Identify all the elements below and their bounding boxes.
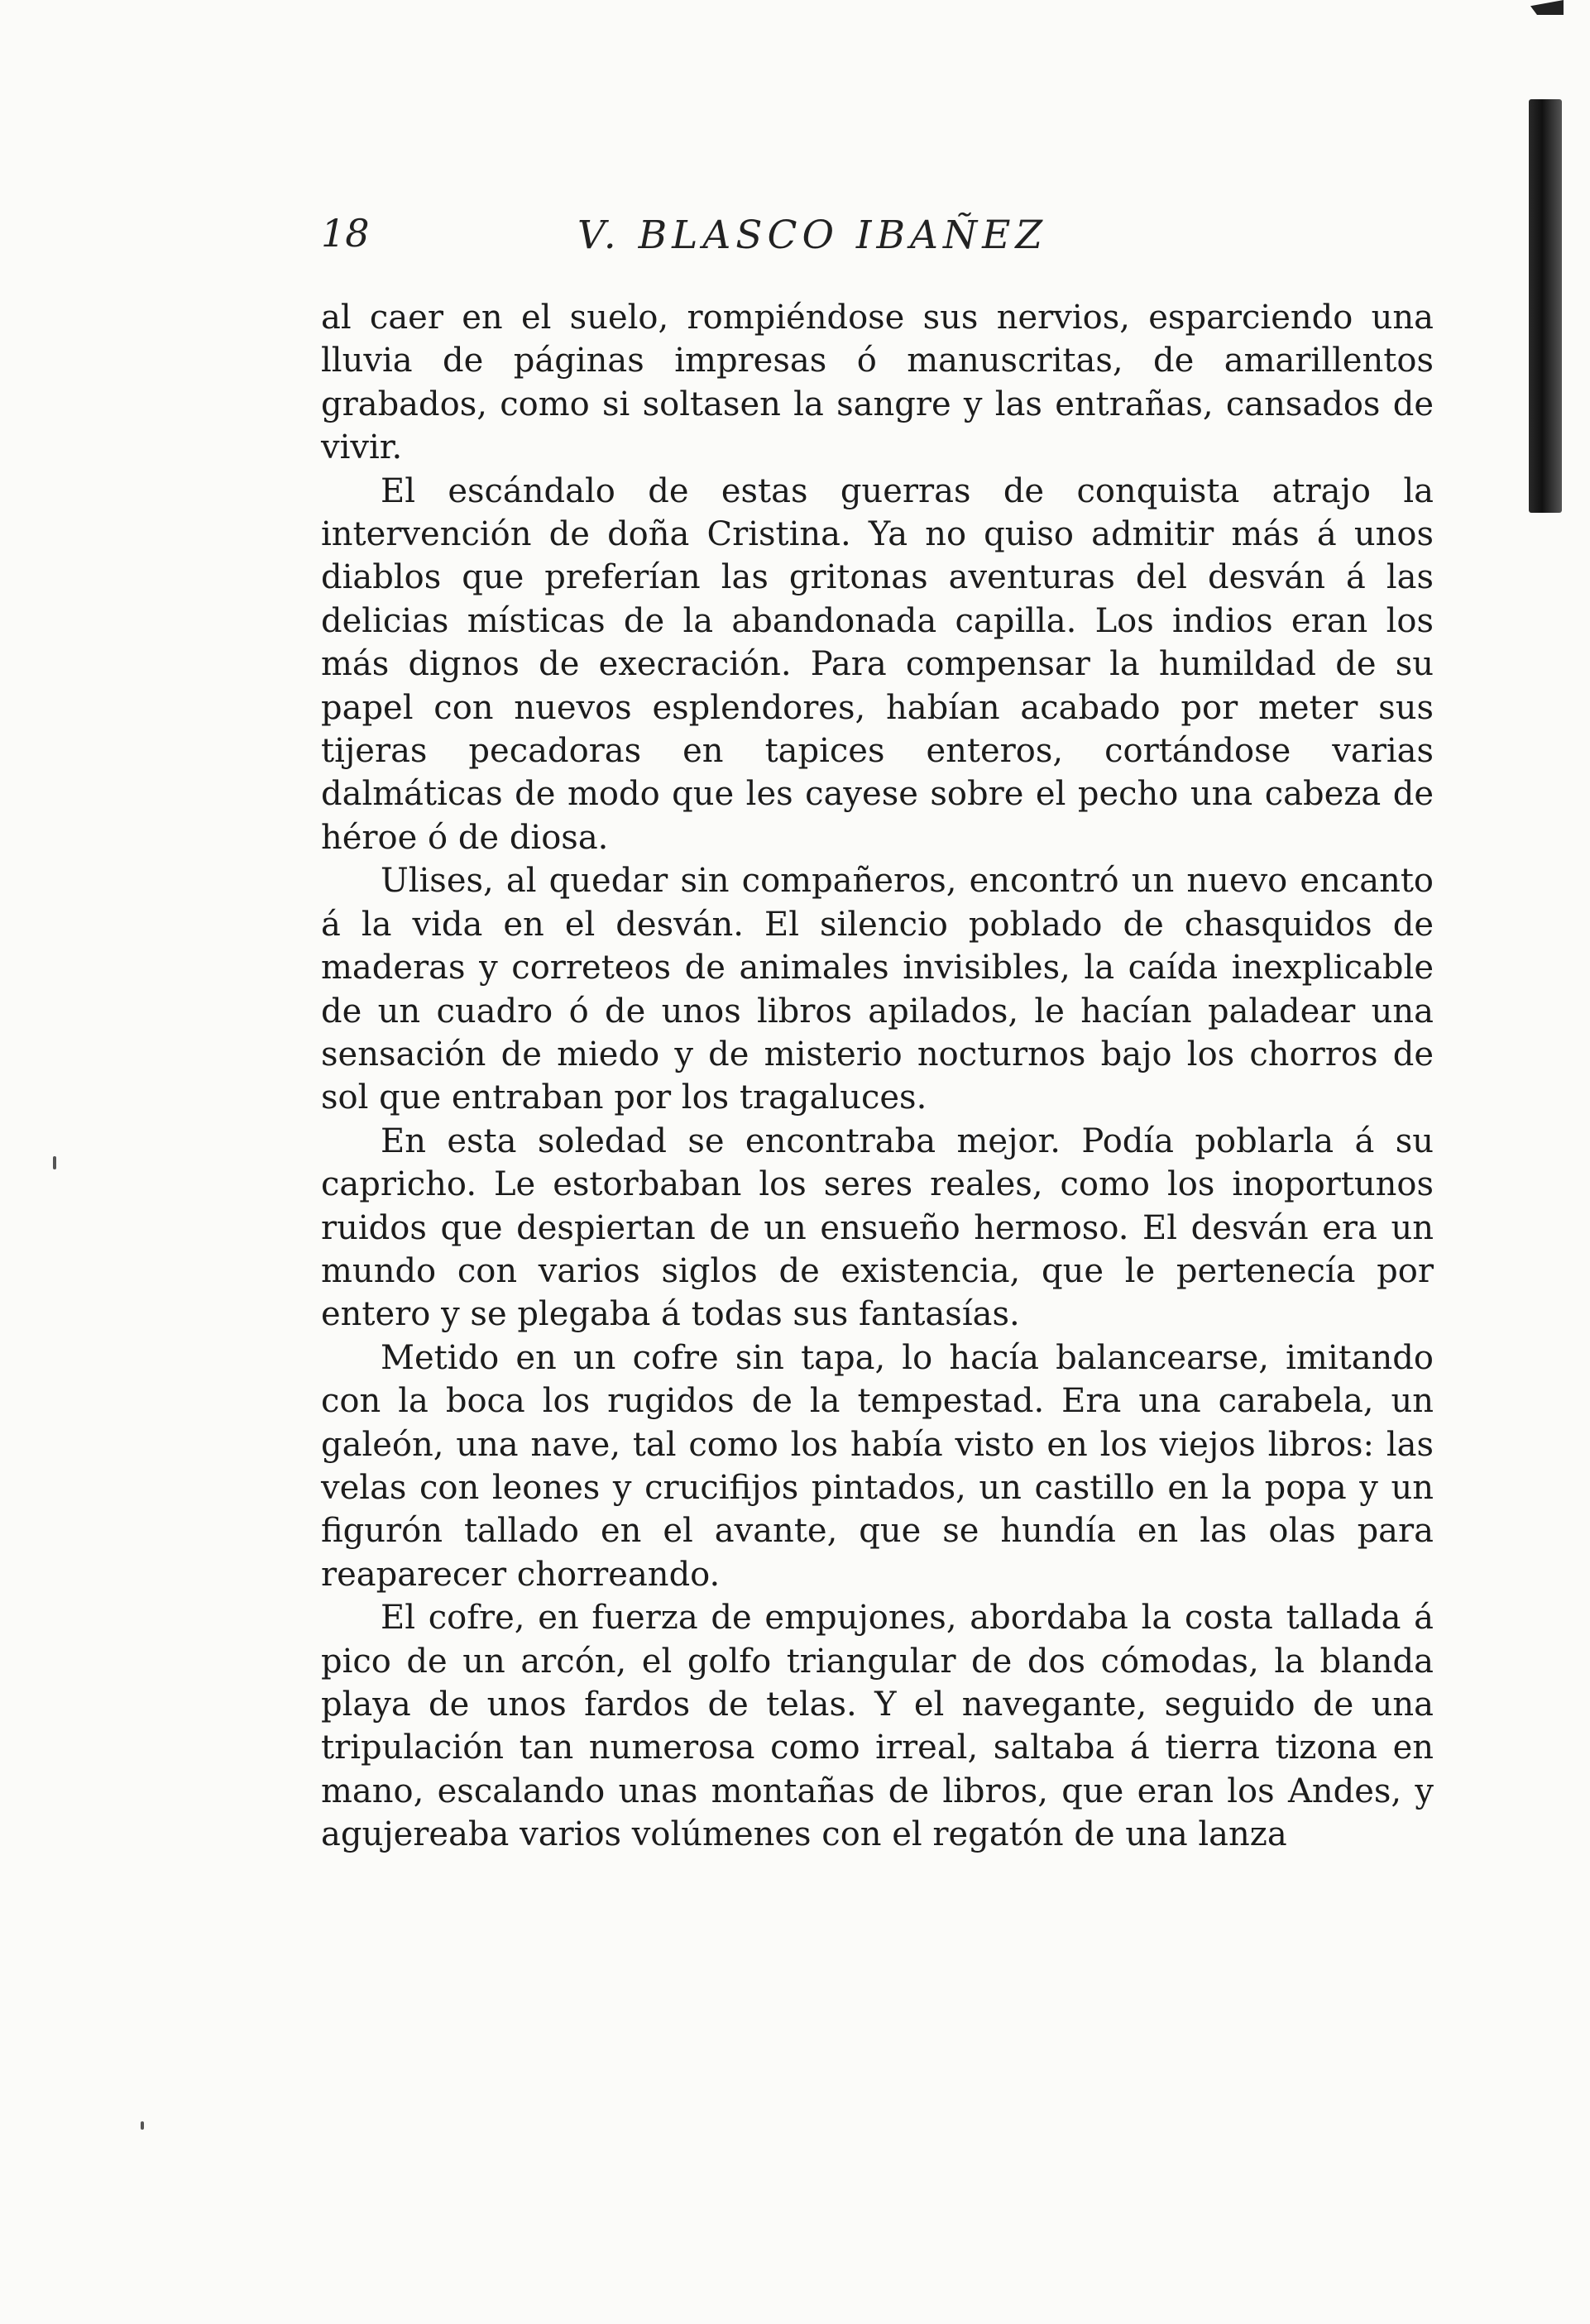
paragraph: El escándalo de estas guerras de conquista atrajo la intervención de doña Cristina. Ya no quiso admitir más á unos diablos que preferían las gritonas aventuras del desván á las delicias místicas de la abandonada capilla. Los indios eran los más dignos de execración. Para compensar la humildad de su papel con nuevos esplendores, habían acabado por meter sus tijeras pecadoras en tapices enteros, cortándose varias dalmáticas de modo que les cayese sobre el pecho una cabeza de héroe ó de diosa. bbox=[321, 471, 1434, 857]
margin-speck bbox=[53, 1156, 56, 1169]
page-header bbox=[321, 211, 1446, 261]
scan-edge-mark bbox=[1530, 0, 1564, 15]
body-text bbox=[321, 296, 1434, 1857]
scan-edge-shadow bbox=[1529, 99, 1562, 513]
paragraph: Metido en un cofre sin tapa, lo hacía balancearse, imitando con la boca los rugidos de la tempestad. Era una carabela, un galeón, una nave, tal como los había visto en los viejos libros: las velas con leones y crucifijos pintados, un castillo en la popa y un figurón tallado en el avante, que se hundía en las olas para reaparecer chorreando. bbox=[321, 1338, 1434, 1594]
paragraph: Ulises, al quedar sin compañeros, encontró un nuevo encanto á la vida en el desván. El silencio poblado de chasquidos de maderas y correteos de animales invisibles, la caída inexplicable de un cuadro ó de unos libros apilados, le hacían paladear una sensación de miedo y de misterio nocturnos bajo los chorros de sol que entraban por los tragaluces. bbox=[321, 862, 1434, 1117]
paragraph: En esta soledad se encontraba mejor. Podía poblarla á su capricho. Le estorbaban los seres reales, como los inoportunos ruidos que despiertan de un ensueño hermoso. El desván era un mundo con varios siglos de existencia, que le pertenecía por entero y se plegaba á todas sus fantasías. bbox=[321, 1121, 1434, 1334]
paragraph: al caer en el suelo, rompiéndose sus nervios, esparciendo una lluvia de páginas impresas ó manuscritas, de amarillentos grabados, como si soltasen la sangre y las entrañas, cansados de vivir. bbox=[321, 299, 1434, 467]
margin-speck bbox=[141, 2121, 144, 2130]
page-number: 18 bbox=[321, 211, 370, 256]
paragraph: El cofre, en fuerza de empujones, abordaba la costa tallada á pico de un arcón, el golfo triangular de dos cómodas, la blanda playa de unos fardos de telas. Y el navegante, seguido de una tripulación tan numerosa como irreal, saltaba á tierra tizona en mano, escalando unas montañas de libros, que eran los Andes, y agujereaba varios volúmenes con el regatón de una lanza bbox=[321, 1599, 1434, 1854]
running-head: V. BLASCO IBAÑEZ bbox=[577, 213, 1048, 258]
